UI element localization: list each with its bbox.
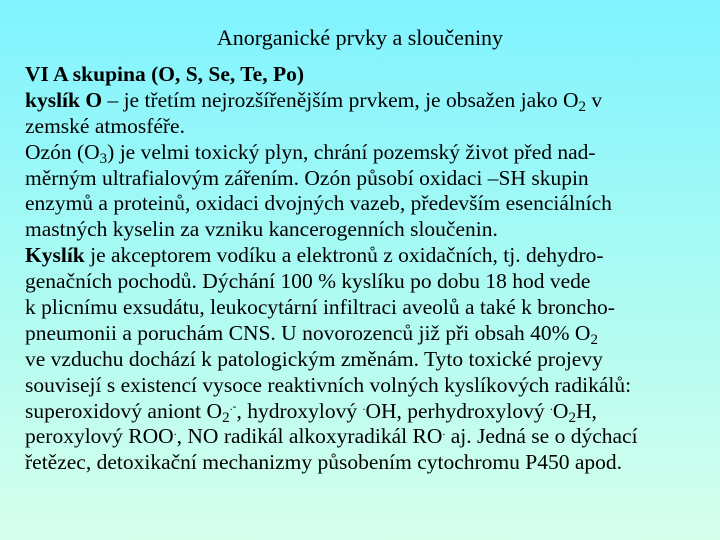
subscript: 2 <box>222 409 230 426</box>
text-line <box>25 347 717 373</box>
text-segment: peroxylový ROO <box>25 424 174 449</box>
text-line <box>25 62 717 88</box>
text-segment: v <box>586 87 603 112</box>
text-line <box>25 321 717 347</box>
text-segment: O <box>552 398 569 423</box>
text-segment: genačních pochodů. Dýchání 100 % kyslíku po dobu 18 hod vede <box>25 269 591 294</box>
text-line <box>25 450 717 476</box>
text-segment: H, <box>575 398 597 423</box>
text-line <box>25 373 717 399</box>
text-segment: Ozón (O <box>25 139 100 164</box>
bold-text: Kyslík <box>25 243 85 268</box>
slide-title: Anorganické prvky a sloučeniny <box>216 25 504 50</box>
text-segment: je akceptorem vodíku a elektronů z oxidačních, tj. dehydro- <box>84 243 604 268</box>
text-line <box>25 191 717 217</box>
text-segment: pneumonii a poruchám CNS. U novorozenců již při obsah 40% O <box>25 320 591 345</box>
subscript: 2 <box>578 98 587 115</box>
superscript: . <box>442 424 446 439</box>
text-line <box>25 243 717 269</box>
text-line <box>25 166 717 192</box>
text-segment: ve vzduchu dochází k patologickým změnám. Tyto toxické projevy <box>25 346 603 371</box>
text-line <box>25 399 717 425</box>
superscript: .- <box>229 398 237 413</box>
text-segment: souvisejí s existencí vysoce reaktivních volných kyslíkových radikálů: <box>25 372 632 397</box>
text-line <box>25 424 717 450</box>
text-segment: zemské atmosféře. <box>25 113 185 138</box>
subscript: 2 <box>568 409 576 426</box>
bold-text: VI A skupina (O, S, Se, Te, Po) <box>25 62 304 86</box>
text-segment: aj. Jedná se o dýchací <box>445 424 638 449</box>
text-segment: řetězec, detoxikační mechanizmy působením cytochromu P450 apod. <box>25 450 623 475</box>
text-segment: superoxidový aniont O <box>25 398 223 423</box>
text-line <box>25 88 717 114</box>
text-line <box>25 295 717 321</box>
slide-body-text <box>25 62 717 476</box>
text-segment: mastných kyselin za vzniku kancerogenních sloučenin. <box>25 217 498 242</box>
text-line <box>25 114 717 140</box>
text-line <box>25 217 717 243</box>
text-line <box>25 269 717 295</box>
text-segment: ) je velmi toxický plyn, chrání pozemský život před nad- <box>107 139 596 164</box>
text-segment: , NO radikál alkoxyradikál RO <box>176 424 443 449</box>
superscript: . <box>173 424 177 439</box>
text-segment: – je třetím nejrozšířenějším prvkem, je obsažen jako O <box>102 87 579 112</box>
subscript: 2 <box>590 331 598 348</box>
text-segment: OH, perhydroxylový <box>365 398 550 423</box>
text-line <box>25 140 717 166</box>
superscript: . <box>362 398 366 413</box>
text-segment: měrným ultrafialovým zářením. Ozón působí oxidaci –SH skupin <box>25 165 589 190</box>
text-segment: k plicnímu exsudátu, leukocytární infiltraci aveolů a také k broncho- <box>25 295 615 320</box>
superscript: . <box>549 398 553 413</box>
text-segment: enzymů a proteinů, oxidaci dvojných vazeb, především esenciálních <box>25 191 612 216</box>
subscript: 3 <box>99 150 108 167</box>
text-segment: , hydroxylový <box>236 398 363 423</box>
bold-text: kyslík O <box>25 87 103 112</box>
